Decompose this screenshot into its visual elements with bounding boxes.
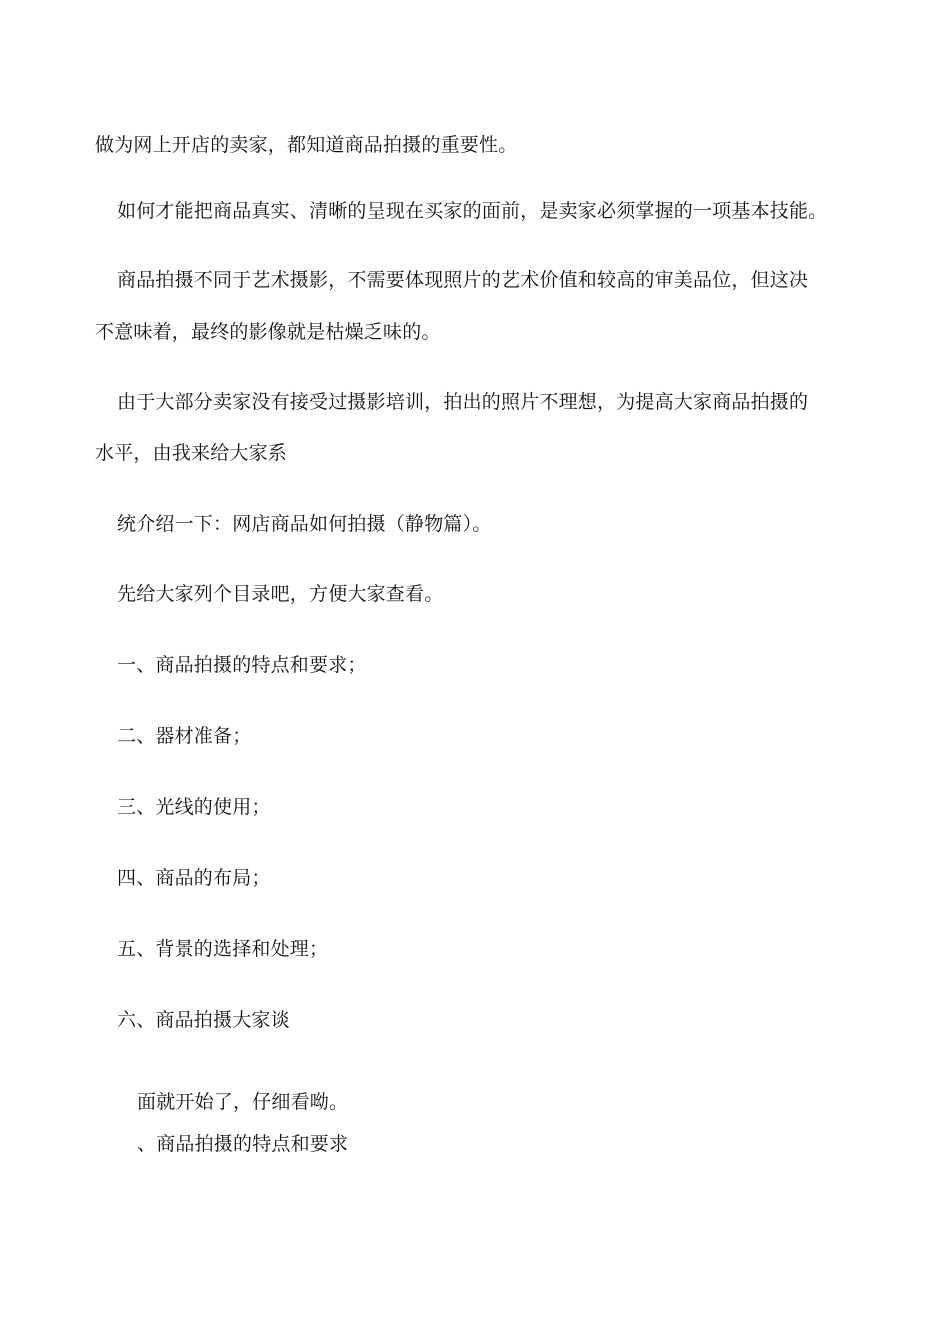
section-heading: 、商品拍摄的特点和要求 (137, 1133, 349, 1155)
paragraph-intro: 做为网上开店的卖家，都知道商品拍摄的重要性。 (95, 134, 518, 156)
toc-item: 三、光线的使用； (117, 796, 271, 818)
paragraph-art-line1: 商品拍摄不同于艺术摄影，不需要体现照片的艺术价值和较高的审美品位，但这决 (117, 269, 809, 291)
toc-item: 六、商品拍摄大家谈 (117, 1009, 290, 1031)
closing-start: 面就开始了，仔细看呦。 (137, 1091, 349, 1113)
toc-item: 五、背景的选择和处理； (117, 938, 329, 960)
toc-item: 二、器材准备； (117, 725, 252, 747)
toc-item: 一、商品拍摄的特点和要求； (117, 654, 367, 676)
paragraph-training-line1: 由于大部分卖家没有接受过摄影培训，拍出的照片不理想，为提高大家商品拍摄的 (117, 391, 809, 413)
paragraph-toc-intro: 先给大家列个目录吧，方便大家查看。 (117, 583, 444, 605)
paragraph-introduce: 统介绍一下：网店商品如何拍摄（静物篇）。 (117, 513, 492, 535)
paragraph-training-line2: 水平，由我来给大家系 (95, 442, 288, 464)
paragraph-art-line2: 不意味着，最终的影像就是枯燥乏味的。 (95, 321, 441, 343)
toc-item: 四、商品的布局； (117, 867, 271, 889)
paragraph-skill: 如何才能把商品真实、清晰的呈现在买家的面前，是卖家必须掌握的一项基本技能。 (117, 200, 828, 222)
